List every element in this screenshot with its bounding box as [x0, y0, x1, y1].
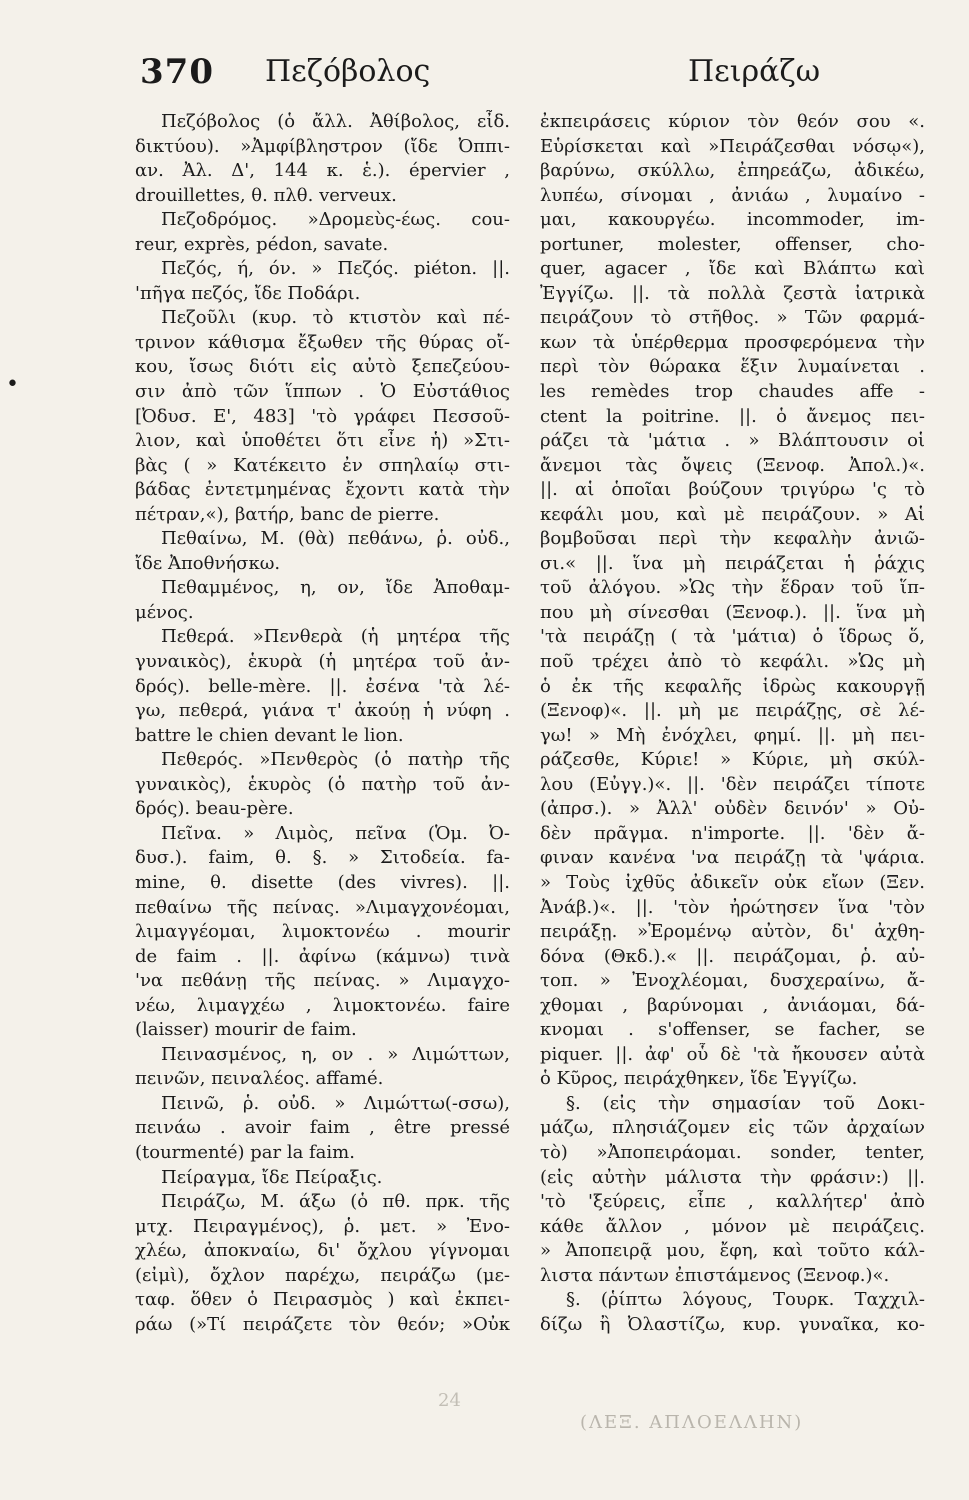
text-line: δρός). belle-mère. ||. ἐσένα 'τὰ λέ- [135, 675, 510, 697]
text-line: λιον, καὶ ὑποθέτει ὅτι εἶνε ἡ) »Στι- [135, 430, 510, 452]
text-line: (εἰμὶ), ὄχλον παρέχω, πειράζω (με- [135, 1264, 510, 1286]
text-line: ἄνεμοι τὰς ὄψεις (Ξενοφ. Ἀπολ.)«. [540, 454, 925, 476]
text-line: 'τὰ πειράζῃ ( τὰ 'μάτια) ὁ ἵδρως ὅ, [540, 626, 925, 648]
text-line: μτχ. Πειραγμένος), ῥ. μετ. » Ἐνο- [135, 1215, 510, 1237]
text-line: ταφ. ὅθεν ὁ Πειρασμὸς ) καὶ ἐκπει- [135, 1289, 510, 1311]
text-line: γω, πεθερά, γιάνα τ' ἀκούῃ ἡ νύφη . [135, 700, 510, 722]
right-headword: Πειράζω [688, 54, 821, 89]
text-line: που μὴ σίνεσθαι (Ξενοφ.). ||. ἵνα μὴ [540, 601, 925, 623]
text-line: battre le chien devant le lion. [135, 724, 404, 746]
text-line: Ἐγγίζω. ||. τὰ πολλὰ ζεστὰ ἰατρικὰ [540, 282, 925, 304]
text-line: χθομαι , βαρύνομαι , ἀνιάομαι, δά- [540, 994, 925, 1016]
running-head [0, 52, 969, 102]
text-line: Πεθερά. »Πενθερὰ (ἡ μητέρα τῆς [161, 626, 510, 648]
text-line: Πεζός, ή, όν. » Πεζός. piéton. ||. [161, 258, 510, 280]
left-headword: Πεζόβολος [265, 54, 431, 89]
text-line: πεινάω . avoir faim , être pressé [135, 1117, 510, 1139]
page-number: 370 [140, 52, 214, 92]
text-line: λιστα πάντων ἐπιστάμενος (Ξενοφ.)«. [540, 1264, 890, 1286]
text-line: τὸ) »Ἀποπειράομαι. sonder, tenter, [540, 1141, 925, 1163]
text-line: (Ξενοφ)«. ||. μὴ με πειράζῃς, σὲ λέ- [540, 700, 925, 722]
text-line: les remèdes trop chaudes affe - [540, 381, 925, 403]
text-line: Πειράζω, Μ. άξω (ὁ πθ. πρκ. τῆς [161, 1191, 510, 1213]
text-line: κου, ἴσως διότι εἰς αὐτὸ ξεπεζεύου- [135, 356, 510, 378]
text-line: (εἰς αὐτὴν μάλιστα τὴν φράσιν:) ||. [540, 1166, 925, 1188]
text-line: reur, exprès, pédon, savate. [135, 233, 389, 255]
text-line: γυναικὸς), ἑκυρὸς (ὁ πατὴρ τοῦ ἀν- [135, 773, 510, 795]
text-line: Πεζόβολος (ὁ ἄλλ. Ἀθίβολος, εἶδ. [161, 111, 510, 132]
text-line: ἴδε Ἀποθνήσκω. [135, 552, 281, 574]
text-line: πεινῶν, πειναλέος. affamé. [135, 1068, 384, 1090]
text-line: 'τὸ 'ξεύρεις, εἶπε , καλλήτερ' ἀπὸ [540, 1191, 925, 1213]
text-line: πειράζουν τὸ στῆθος. » Τῶν φαρμά- [540, 307, 925, 329]
text-line: ||. αἱ ὁποῖαι βούζουν τριγύρω 'ς τὸ [540, 479, 925, 501]
text-line: βὰς ( » Κατέκειτο ἐν σπηλαίῳ στι- [135, 454, 510, 476]
text-line: » Τοὺς ἰχθῦς ἀδικεῖν οὐκ εἴων (Ξεν. [540, 871, 925, 893]
text-line: ράζεσθε, Κύριε! » Κύριε, μὴ σκύλ- [540, 749, 925, 771]
text-line: μένος. [135, 601, 194, 623]
text-line: δίζω ἢ Ὀλαστίζω, κυρ. γυναῖκα, κο- [540, 1313, 925, 1335]
text-line: Πεινασμένος, η, ον . » Λιμώττων, [161, 1043, 510, 1065]
text-line: τοπ. » Ἐνοχλέομαι, δυσχεραίνω, ἄ- [540, 970, 925, 992]
right-column [540, 110, 925, 1337]
text-line: ράω (»Τί πειράζετε τὸν θεόν; »Οὐκ [135, 1313, 510, 1335]
text-line: κάθε ἄλλον , μόνον μὲ πειράζεις. [540, 1215, 925, 1237]
text-line: σιν ἀπὸ τῶν ἵππων . Ὁ Εὐστάθιος [135, 381, 510, 403]
text-line: βομβοῦσαι περὶ τὴν κεφαλὴν ἀνιῶ- [540, 528, 925, 550]
text-line: κεφάλι μου, καὶ μὲ πειράζουν. » Αἱ [540, 503, 925, 525]
text-line: Ἀνάβ.)«. ||. 'τὸν ἠρώτησεν ἵνα 'τὸν [540, 896, 925, 918]
text-line: Πεθαίνω, Μ. (θὰ) πεθάνω, ῥ. οὐδ., [161, 528, 510, 550]
text-line: λυπέω, σίνομαι , ἀνιάω , λυμαίνο - [540, 184, 925, 206]
text-line: κων τὰ ὑπέρθερμα προσφερόμενα τὴν [540, 331, 925, 353]
text-line: πειράξῃ. »Ἐρομένῳ αὐτὸν, δι' ἀχθη- [540, 921, 925, 943]
text-line: Πεζοδρόμος. »Δρομεὺς-έως. cou- [161, 209, 510, 231]
text-line: δὲν πρᾶγμα. n'importe. ||. 'δὲν ἄ- [540, 822, 925, 844]
signature-number: 24 [438, 1390, 461, 1411]
text-line: τοῦ ἀλόγου. »Ὡς τὴν ἕδραν τοῦ ἵπ- [540, 577, 925, 599]
text-line: δρός). beau-père. [135, 798, 294, 820]
text-line: (tourmenté) par la faim. [135, 1141, 355, 1163]
text-line: βάδας ἐντετμημένας ἔχοντι κατὰ τὴν [135, 479, 510, 501]
margin-dot: • [6, 372, 19, 397]
text-line: δικτύου). »Ἀμφίβληστρον (ἴδε Ὀππι- [135, 135, 510, 157]
text-line: Εὑρίσκεται καὶ »Πειράζεσθαι νόσῳ«), [540, 135, 925, 157]
text-line: κνομαι . s'offenser, se facher, se [540, 1019, 925, 1041]
text-line: λιμαγγέομαι, λιμοκτονέω . mourir [135, 921, 510, 943]
text-line: Πεῖνα. » Λιμὸς, πεῖνα (Ὁμ. Ὀ- [161, 822, 510, 844]
text-line: Πείραγμα, ἴδε Πείραξις. [161, 1166, 383, 1188]
text-line: [Ὀδυσ. Ε', 483] 'τὸ γράφει Πεσσοῦ- [135, 405, 510, 427]
faded-imprint: (ΛΕΞ. ΑΠΛΟΕΛΛΗΝ) [580, 1412, 804, 1433]
text-line: piquer. ||. ἀφ' οὗ δὲ 'τὰ ἤκουσεν αὐτὰ [540, 1043, 925, 1065]
text-line: πέτραν,«), βατήρ, banc de pierre. [135, 503, 440, 525]
text-line: περὶ τὸν θώρακα ἕξιν λυμαίνεται . [540, 356, 925, 378]
text-line: mine, θ. disette (des vivres). ||. [135, 871, 510, 893]
text-line: μαι, κακουργέω. incommoder, im- [540, 209, 925, 231]
text-line: ποῦ τρέχει ἀπὸ τὸ κεφάλι. »Ὡς μὴ [540, 651, 925, 673]
text-line: σι.« ||. ἵνα μὴ πειράζεται ἡ ῥάχις [540, 552, 925, 574]
text-line: Πεζοῦλι (κυρ. τὸ κτιστὸν καὶ πέ- [161, 307, 510, 329]
text-line: πεθαίνω τῆς πείνας. »Λιμαγχονέομαι, [135, 896, 510, 918]
text-line: χλέω, ἀποκναίω, δι' ὄχλου γίγνομαι [135, 1240, 510, 1262]
text-line: de faim . ||. ἀφίνω (κάμνω) τινὰ [135, 945, 510, 967]
text-line: 'να πεθάνῃ τῆς πείνας. » Λιμαγχο- [135, 970, 510, 992]
text-line: νέω, λιμαγχέω , λιμοκτονέω. faire [135, 994, 510, 1016]
text-line: τρινον κάθισμα ἔξωθεν τῆς θύρας οἴ- [135, 331, 510, 353]
text-line: quer, agacer , ἴδε καὶ Βλάπτω καὶ [540, 258, 925, 280]
text-line: §. (ῥίπτω λόγους, Τουρκ. Ταχχιλ- [566, 1289, 925, 1311]
text-line: δυσ.). faim, θ. §. » Σιτοδεία. fa- [135, 847, 510, 869]
text-line: βαρύνω, σκύλλω, ἐπηρεάζω, ἀδικέω, [540, 160, 925, 182]
text-line: δόνα (Θκδ.).« ||. πειράζομαι, ῥ. αὐ- [540, 945, 925, 967]
text-line: λου (Εὐγγ.)«. ||. 'δὲν πειράζει τίποτε [540, 773, 925, 795]
text-line: Πεινῶ, ῥ. οὐδ. » Λιμώττω(-σσω), [161, 1092, 510, 1114]
text-line: Πεθερός. »Πενθερὸς (ὁ πατὴρ τῆς [161, 749, 510, 771]
text-line: §. (εἰς τὴν σημασίαν τοῦ Δοκι- [566, 1092, 925, 1114]
text-line: 'πῆγα πεζός, ἴδε Ποδάρι. [135, 282, 361, 304]
text-line: γυναικὸς), ἑκυρὰ (ἡ μητέρα τοῦ ἀν- [135, 651, 510, 673]
text-line: » Ἀποπειρᾷ μου, ἔφη, καὶ τοῦτο κάλ- [540, 1240, 925, 1262]
text-line: ctent la poitrine. ||. ὁ ἄνεμος πει- [540, 405, 925, 427]
text-line: ἐκπειράσεις κύριον τὸν θεόν σου «. [540, 111, 925, 132]
text-line: drouillettes, θ. πλθ. verveux. [135, 184, 397, 206]
text-line: ράζει τὰ 'μάτια . » Βλάπτουσιν οἱ [540, 430, 925, 452]
text-line: γω! » Μὴ ἐνόχλει, φημί. ||. μὴ πει- [540, 724, 925, 746]
text-line: (ἀπρσ.). » Ἀλλ' οὐδὲν δεινόν' » Οὐ- [540, 798, 925, 820]
text-line: (laisser) mourir de faim. [135, 1019, 357, 1041]
text-line: Πεθαμμένος, η, ον, ἴδε Ἀποθαμ- [161, 577, 510, 599]
text-line: ὁ ἐκ τῆς κεφαλῆς ἱδρὼς κακουργῇ [540, 675, 925, 697]
text-line: φιναν κανένα 'να πειράζῃ τὰ 'ψάρια. [540, 847, 925, 869]
text-line: αν. Ἀλ. Δ', 144 κ. ἑ.). épervier , [135, 160, 510, 182]
text-line: μάζω, πλησιάζομεν εἰς τῶν ἀρχαίων [540, 1117, 925, 1139]
text-line: ὁ Κῦρος, πειράχθηκεν, ἴδε Ἐγγίζω. [540, 1068, 858, 1090]
left-column [135, 110, 510, 1337]
text-line: portuner, molester, offenser, cho- [540, 233, 925, 255]
